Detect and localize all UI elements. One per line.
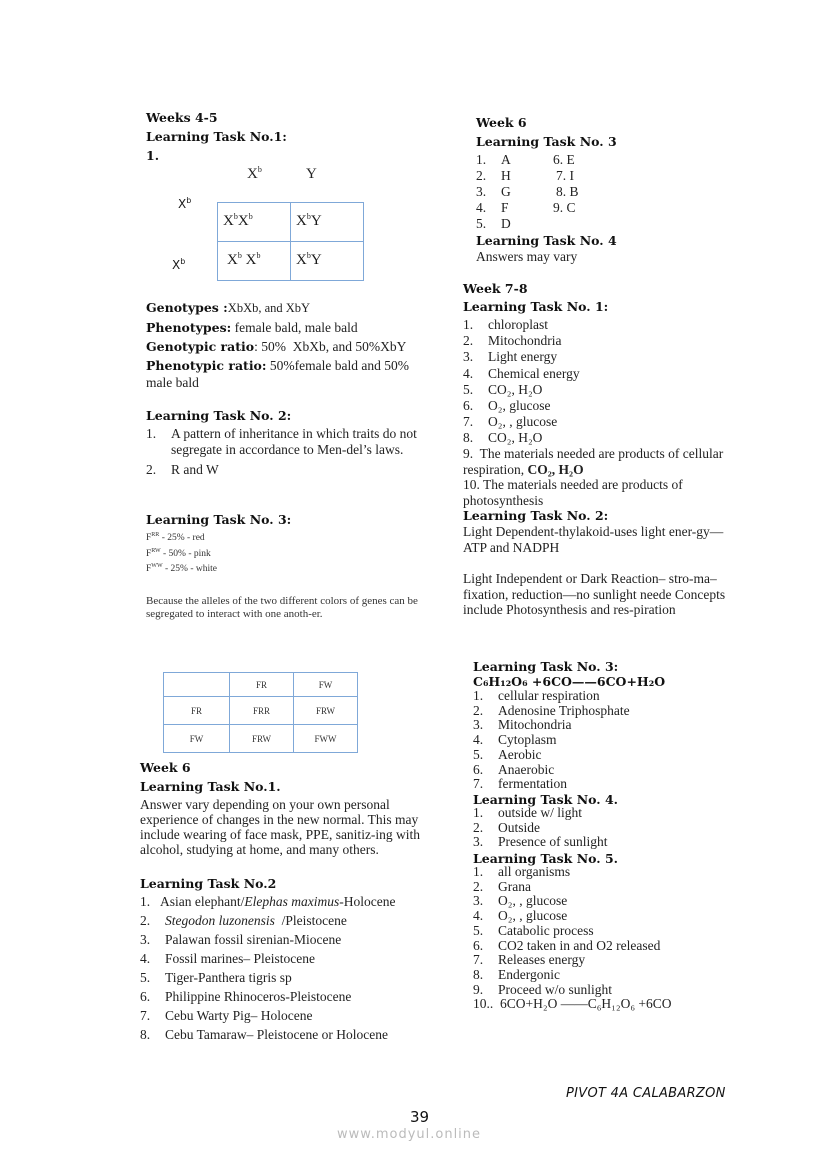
- list-item: 5. Tiger-Panthera tigris sp: [140, 970, 292, 985]
- list-item: 2. Mitochondria: [463, 333, 562, 349]
- punnett-cell: FRW: [294, 697, 358, 725]
- task3-explanation: Because the alleles of the two different colors of genes can be segregated to interact with one anoth-er.: [146, 595, 418, 620]
- section-heading-week-6: Week 6: [140, 760, 191, 775]
- punnett-cell: FR: [230, 673, 294, 697]
- task1-item-9: 9. The materials needed are products of cellular respiration, CO₂, H₂O: [463, 446, 727, 477]
- list-item: 1. A: [476, 152, 511, 167]
- section-heading-week-6: Week 6: [476, 115, 527, 130]
- task-heading: Learning Task No.1.: [140, 779, 281, 794]
- list-item: 2. Grana: [473, 878, 531, 894]
- task1-item-10: 10. The materials needed are products of photosynthesis: [463, 477, 683, 508]
- list-item: 5. Aerobic: [473, 746, 542, 762]
- list-item: 4. Cytoplasm: [473, 732, 557, 748]
- section-heading-week-7-8: Week 7-8: [463, 281, 528, 296]
- list-item: 5. D: [476, 216, 511, 231]
- genetics-summary: Genotypes :XbXb, and XbY Phenotypes: female bald, male bald Genotypic ratio: 50% XbXb, and 50%XbY Phenotypic ratio: 50%female bald and 50% male bald: [146, 300, 409, 390]
- footer-brand: PIVOT 4A CALABARZON: [566, 1086, 726, 1101]
- list-item: 6. E: [553, 152, 575, 167]
- list-item: 3. Light energy: [463, 349, 558, 365]
- ratio-line: $F^{WW} - 25\%$ - white: [146, 562, 217, 574]
- punnett-cell: FRR: [230, 697, 294, 725]
- task1-list: [463, 317, 580, 447]
- list-item: 2. H: [476, 168, 511, 183]
- task1-paragraph: Answer vary depending on your own personal experience of changes in the new normal. This may include wearing of face mask, PPE, sanitiz-ing with alcohol, studying at home, and many others.: [140, 797, 421, 857]
- list-item: 4. Chemical energy: [463, 365, 580, 381]
- task-heading: Learning Task No. 2:: [146, 408, 292, 423]
- list-item: 4. F: [476, 200, 509, 215]
- list-item: 8. B: [556, 184, 579, 199]
- punnett-cell: FW: [294, 673, 358, 697]
- list-item: 3. G: [476, 184, 511, 199]
- list-item: 7. O₂, , glucose: [463, 414, 558, 430]
- task4-text: Answers may vary: [476, 249, 578, 264]
- task5-list: [473, 865, 672, 1012]
- punnett-cell: FWW: [294, 725, 358, 753]
- list-item: 1. A pattern of inheritance in which traits do not segregate in accordance to Men-del’s laws.: [146, 426, 417, 457]
- list-item: 8. Cebu Tamaraw– Pleistocene or Holocene: [140, 1027, 388, 1042]
- list-item: 1. outside w/ light: [473, 805, 582, 820]
- punnett-cell: FR: [164, 697, 230, 725]
- page-number: 39: [410, 1108, 430, 1126]
- matching-col-2: [553, 152, 579, 216]
- list-item: 8. CO₂, H₂O: [463, 430, 543, 446]
- list-item: 5. Catabolic process: [473, 922, 594, 938]
- list-item: 3. Presence of sunlight: [473, 834, 608, 850]
- list-item: 3. Palawan fossil sirenian-Miocene: [140, 932, 342, 947]
- list-item: 9. Proceed w/o sunlight: [473, 981, 612, 997]
- list-item: 5. CO₂, H₂O: [463, 381, 543, 397]
- list-item: 8. Endergonic: [473, 966, 560, 982]
- item-number: 1.: [146, 148, 160, 163]
- list-item: 1. chloroplast: [463, 317, 548, 332]
- task-heading: Learning Task No. 4.: [473, 792, 618, 807]
- punnett-cell: $X^b$ $X^b$: [218, 242, 291, 281]
- ratio-line: $F^{RW} - 50\%$ - pink: [146, 547, 211, 559]
- list-item: 4. O₂, , glucose: [473, 908, 568, 924]
- task-heading: Learning Task No. 1:: [463, 299, 609, 314]
- punnett-row-header: $X^b$: [172, 257, 186, 272]
- list-item: 6. CO2 taken in and O2 released: [473, 937, 661, 953]
- task2-list: [146, 426, 436, 478]
- task-heading: Learning Task No. 3:: [473, 659, 619, 674]
- task-heading: Learning Task No.1:: [146, 129, 287, 144]
- task-heading: Learning Task No. 3:: [146, 512, 292, 527]
- punnett-cell: FW: [164, 725, 230, 753]
- list-item: 7. Cebu Warty Pig– Holocene: [140, 1008, 313, 1023]
- list-item: 3. Mitochondria: [473, 717, 572, 733]
- punnett-cell: [164, 673, 230, 697]
- punnett-cell: $X^bY$: [291, 242, 364, 281]
- task-heading: Learning Task No. 4: [476, 233, 617, 248]
- section-heading-weeks-4-5: Weeks 4-5: [146, 110, 218, 125]
- list-item: 2. Adenosine Triphosphate: [473, 702, 630, 718]
- list-item: 6. Philippine Rhinoceros-Pleistocene: [140, 989, 352, 1004]
- list-item: 9. C: [553, 200, 576, 215]
- fossil-list: [140, 894, 440, 1046]
- list-item: 1. all organisms: [473, 864, 571, 879]
- task-heading: Learning Task No. 2:: [463, 508, 609, 523]
- punnett-cell: $X^bY$: [291, 203, 364, 242]
- list-item: 7. fermentation: [473, 776, 567, 792]
- matching-col-1: [476, 152, 511, 232]
- respiration-equation: C₆H₁₂O₆ +6CO——6CO+H₂O: [473, 674, 666, 689]
- list-item: 2. Stegodon luzonensis /Pleistocene: [140, 913, 347, 928]
- punnett-col-header: Y: [306, 166, 317, 182]
- task-heading: Learning Task No. 5.: [473, 851, 618, 866]
- punnett-square-incomplete-dominance: [163, 672, 358, 753]
- list-item: 1. Asian elephant/ Elephas maximus -Holocene: [140, 894, 396, 909]
- list-item: 6. O₂, glucose: [463, 398, 551, 414]
- punnett-col-header: $X^b$: [247, 165, 262, 182]
- list-item: 1. cellular respiration: [473, 688, 600, 703]
- list-item: 6. Anaerobic: [473, 761, 555, 777]
- list-item: 7. I: [556, 168, 574, 183]
- task-heading: Learning Task No.2: [140, 876, 277, 891]
- task-heading: Learning Task No. 3: [476, 134, 617, 149]
- allele-ratios: [146, 531, 217, 578]
- task2-para-1: Light Dependent-thylakoid-uses light ener-gy—ATP and NADPH: [463, 524, 724, 555]
- ratio-line: $F^{RR} - 25\%$ - red: [146, 531, 205, 543]
- punnett-square-sex-linked: [217, 202, 364, 281]
- punnett-row-header: $X^b$: [178, 196, 192, 211]
- list-item: 4. Fossil marines– Pleistocene: [140, 951, 315, 966]
- punnett-cell: $X^bX^b$: [218, 203, 291, 242]
- task3-list: [473, 689, 630, 792]
- task4-list: [473, 806, 607, 850]
- list-item: 2. Outside: [473, 819, 540, 835]
- list-item: 2. R and W: [146, 462, 219, 477]
- list-item: 10.. 6CO+H₂O ——C₆H₁₂O₆ +6CO: [473, 996, 672, 1012]
- list-item: 3. O₂, , glucose: [473, 893, 568, 909]
- punnett-cell: FRW: [230, 725, 294, 753]
- list-item: 7. Releases energy: [473, 952, 586, 968]
- task2-para-2: Light Independent or Dark Reaction– stro-ma– fixation, reduction—no sunlight neede Concepts include Photosynthesis and res-piration: [463, 571, 726, 617]
- watermark: www.modyul.online: [337, 1127, 482, 1142]
